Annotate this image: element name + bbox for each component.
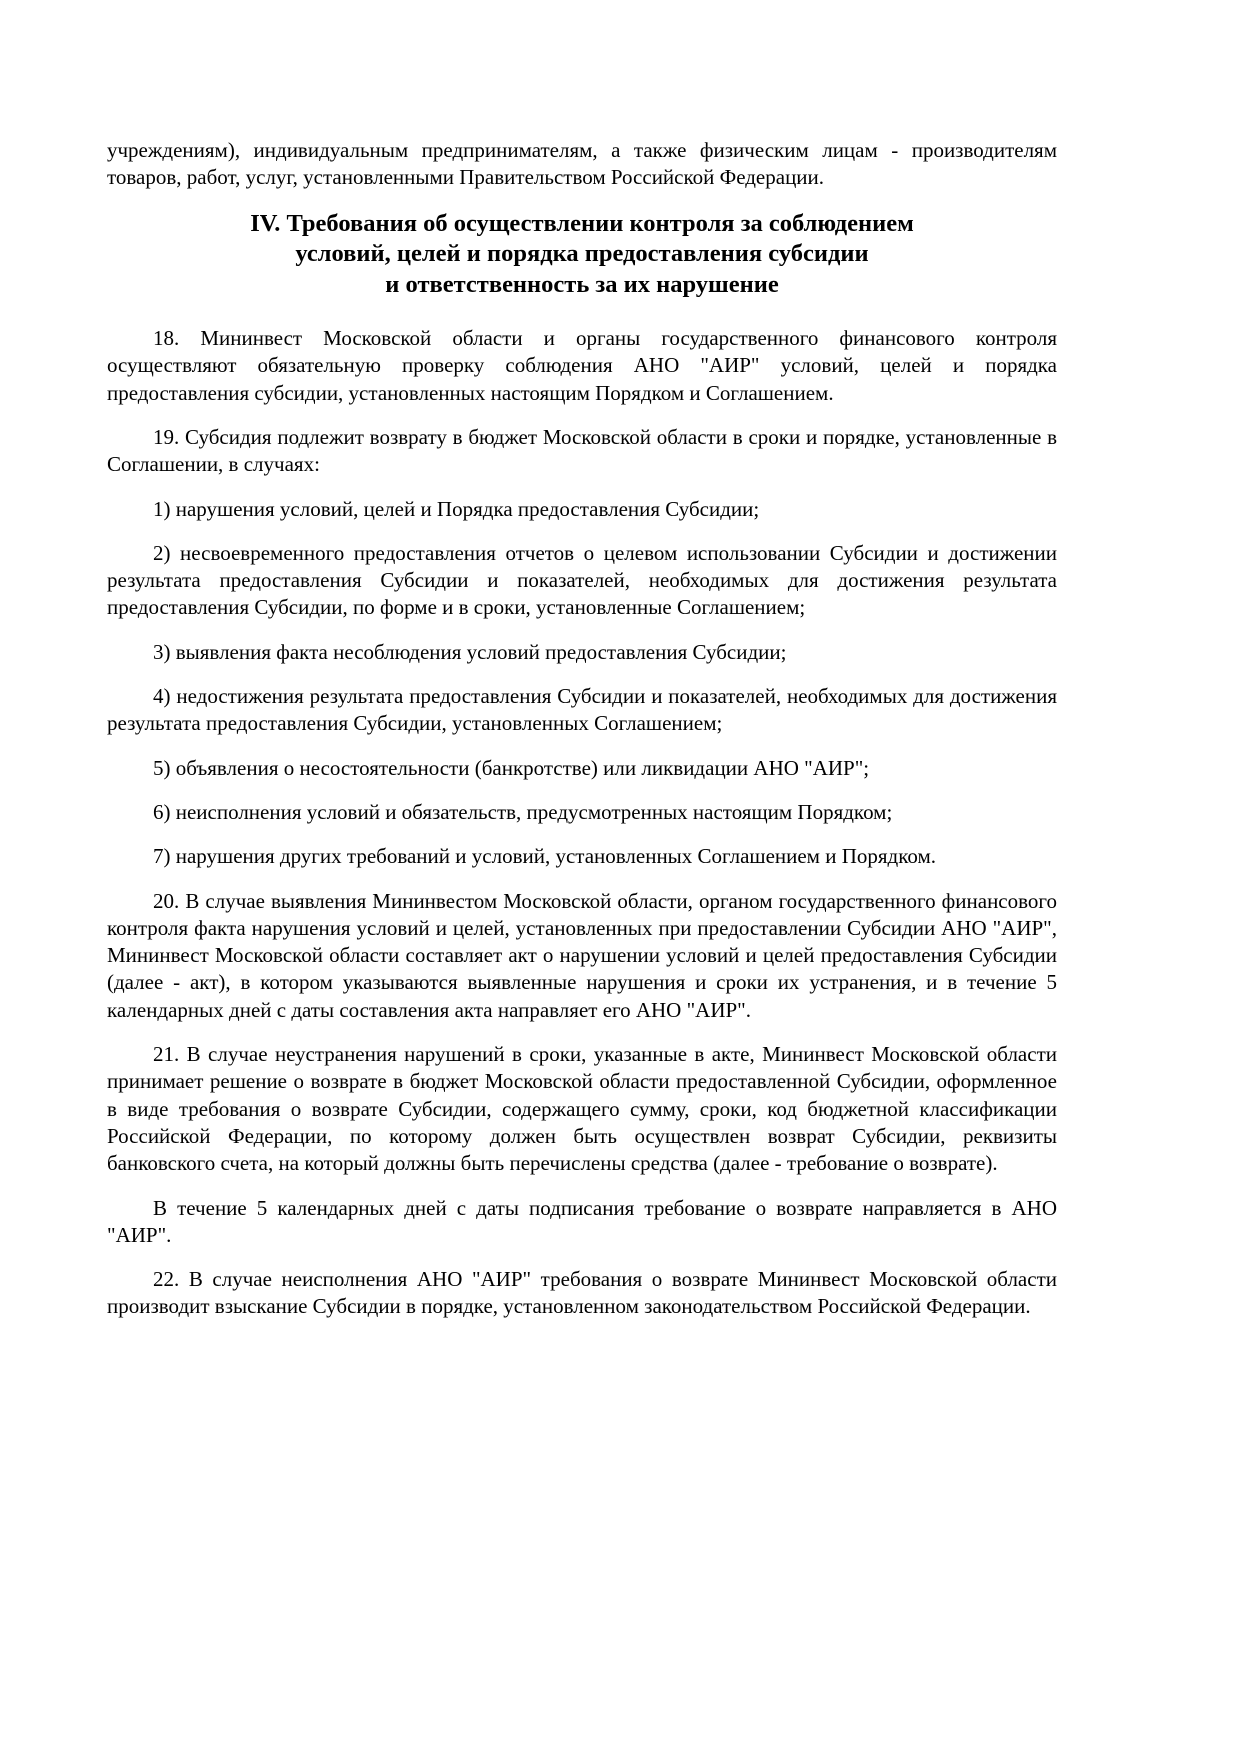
list-item: 6) неисполнения условий и обязательств, предусмотренных настоящим Порядком;	[153, 799, 893, 824]
list-item: 4) недостижения результата предоставления Субсидии и показателей, необходимых для достижения результата предоставления Субсидии, установленных Соглашением;	[107, 684, 1057, 736]
paragraph-20: 20. В случае выявления Мининвестом Московской области, органом государственного финансового контроля факта нарушения условий и целей, установленных при предоставлении Субсидии АНО "АИР", Мининвест Московской области составляет акт о нарушении условий и целей предоставления Субсидии (далее - акт), в котором указываются выявленные нарушения и сроки их устранения, и в течение 5 календарных дней с даты составления акта направляет его АНО "АИР".	[107, 888, 1057, 1022]
section-heading-line: условий, целей и порядка предоставления субсидии	[295, 240, 869, 268]
section-heading-line: IV. Требования об осуществлении контроля за соблюдением	[250, 209, 914, 237]
document-page	[107, 137, 1057, 1338]
list-item: 5) объявления о несостоятельности (банкротстве) или ликвидации АНО "АИР";	[153, 755, 870, 780]
list-item: 1) нарушения условий, целей и Порядка предоставления Субсидии;	[153, 496, 760, 521]
section-heading	[107, 209, 1057, 301]
list-item: 7) нарушения других требований и условий, установленных Соглашением и Порядком.	[153, 844, 936, 869]
section-heading-line: и ответственность за их нарушение	[385, 270, 779, 298]
paragraph-22: 22. В случае неисполнения АНО "АИР" требования о возврате Мининвест Московской области производит взыскание Субсидии в порядке, установленном законодательством Российской Федерации.	[107, 1267, 1057, 1319]
paragraph-18: 18. Мининвест Московской области и органы государственного финансового контроля осуществляют обязательную проверку соблюдения АНО "АИР" условий, целей и порядка предоставления субсидии, установленных настоящим Порядком и Соглашением.	[107, 326, 1057, 405]
paragraph-19: 19. Субсидия подлежит возврату в бюджет Московской области в сроки и порядке, установленные в Соглашении, в случаях:	[107, 424, 1057, 477]
continuation-paragraph: учреждениям), индивидуальным предпринимателям, а также физическим лицам - производителям товаров, работ, услуг, установленными Правительством Российской Федерации.	[107, 138, 1057, 190]
list-item: 3) выявления факта несоблюдения условий предоставления Субсидии;	[153, 639, 787, 664]
paragraph-21: 21. В случае неустранения нарушений в сроки, указанные в акте, Мининвест Московской области принимает решение о возврате в бюджет Московской области предоставленной Субсидии, оформленное в виде требования о возврате Субсидии, содержащего сумму, сроки, код бюджетной классификации Российской Федерации, по которому должен быть осуществлен возврат Субсидии, реквизиты банковского счета, на который должны быть перечислены средства (далее - требование о возврате).	[107, 1042, 1057, 1176]
list-item: 2) несвоевременного предоставления отчетов о целевом использовании Субсидии и достижении результата предоставления Субсидии и показателей, необходимых для достижения результата предоставления Субсидии, по форме и в сроки, установленные Соглашением;	[107, 540, 1057, 620]
paragraph-21-continued: В течение 5 календарных дней с даты подписания требование о возврате направляется в АНО "АИР".	[107, 1195, 1057, 1247]
